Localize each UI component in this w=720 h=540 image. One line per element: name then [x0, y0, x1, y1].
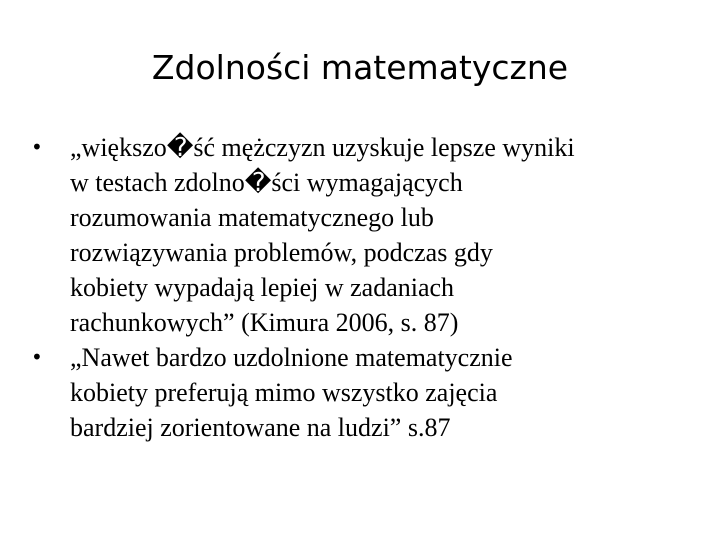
slide-title: Zdolności matematyczne: [151, 48, 569, 87]
bullet-text-line: „większo�ść mężczyzn uzyskuje lepsze wyniki: [70, 133, 575, 162]
bullet-icon: •: [31, 345, 43, 369]
bullet-item: [27, 340, 687, 445]
bullet-item: [27, 130, 687, 340]
bullet-text-line: w testach zdolno�ści wymagających: [70, 168, 463, 197]
bullet-icon: •: [31, 135, 43, 159]
bullet-text-line: kobiety wypadają lepiej w zadaniach: [70, 273, 455, 302]
bullet-text-line: rozumowania matematycznego lub: [70, 203, 434, 232]
bullet-list: [27, 130, 687, 445]
bullet-text-line: rozwiązywania problemów, podczas gdy: [70, 238, 493, 267]
bullet-text-line: kobiety preferują mimo wszystko zajęcia: [70, 378, 498, 407]
bullet-text-line: „Nawet bardzo uzdolnione matematycznie: [70, 343, 513, 372]
bullet-text-line: rachunkowych” (Kimura 2006, s. 87): [70, 308, 459, 337]
bullet-text-line: bardziej zorientowane na ludzi” s.87: [70, 413, 451, 442]
